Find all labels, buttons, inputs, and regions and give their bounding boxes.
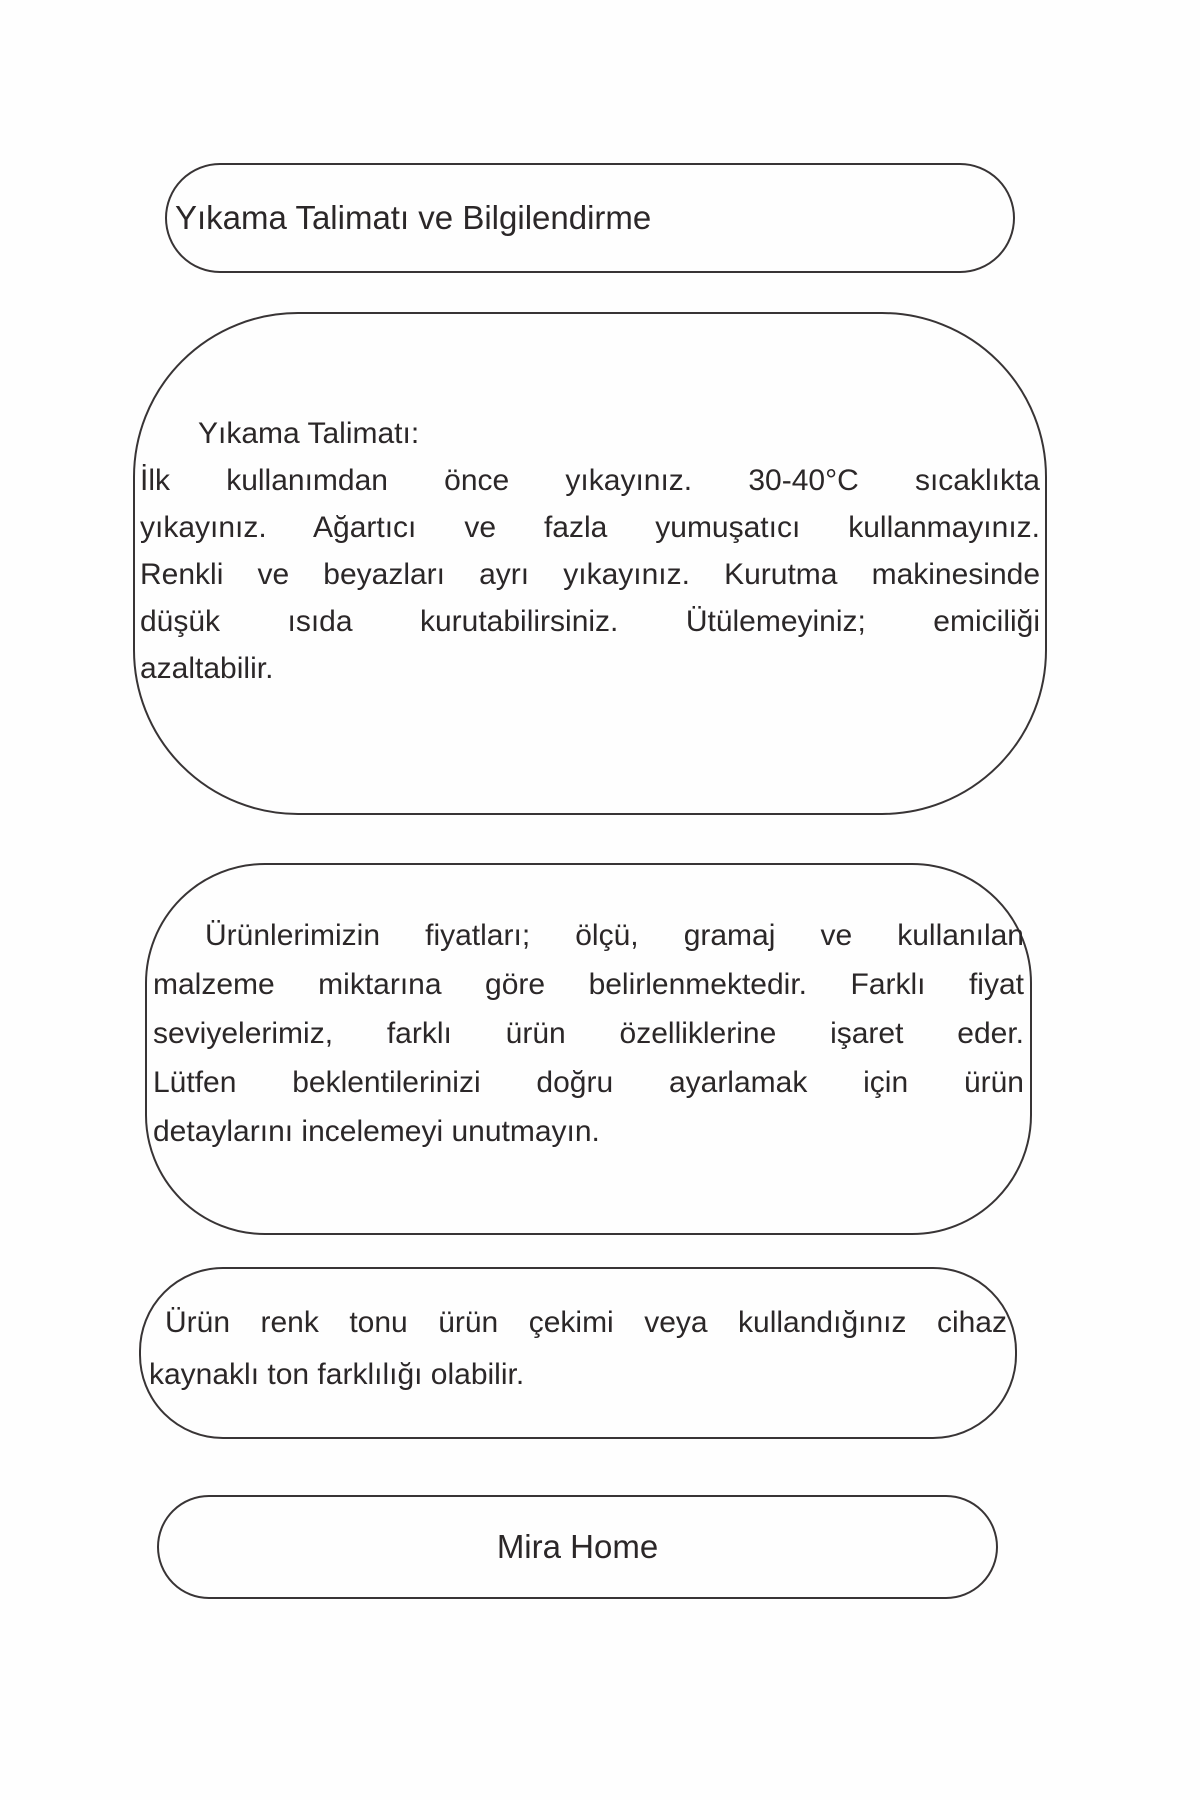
title-box: [165, 163, 1015, 273]
washing-instructions-text: [140, 457, 1040, 692]
text-line: Ürünlerimizin fiyatları; ölçü, gramaj ve kullanılan: [205, 919, 1024, 952]
text-line: seviyelerimiz, farklı ürün özelliklerine işaret eder.: [153, 1017, 1024, 1050]
washing-instructions-box: [133, 312, 1047, 815]
text-line: Lütfen beklentilerinizi doğru ayarlamak için ürün: [153, 1066, 1024, 1099]
text-line: yıkayınız. Ağartıcı ve fazla yumuşatıcı kullanmayınız.: [140, 511, 1040, 544]
brand-name: Mira Home: [496, 1528, 659, 1565]
text-line: düşük ısıda kurutabilirsiniz. Ütülemeyiniz; emiciliği: [140, 605, 1040, 638]
color-tone-note-box: [139, 1267, 1017, 1439]
text-line: İlk kullanımdan önce yıkayınız. 30-40°C sıcaklıkta: [140, 464, 1040, 497]
brand-box: [157, 1495, 998, 1599]
pricing-info-text: [153, 911, 1024, 1156]
text-line: Ürün renk tonu ürün çekimi veya kullandığınız cihaz: [165, 1306, 1007, 1339]
text-line: malzeme miktarına göre belirlenmektedir. Farklı fiyat: [153, 968, 1024, 1001]
text-line: kaynaklı ton farklılığı olabilir.: [149, 1358, 525, 1391]
washing-instructions-heading: Yıkama Talimatı:: [198, 417, 420, 450]
text-line: azaltabilir.: [140, 652, 274, 685]
pricing-info-box: [145, 863, 1032, 1235]
text-line: Renkli ve beyazları ayrı yıkayınız. Kurutma makinesinde: [140, 558, 1040, 591]
text-line: detaylarını incelemeyi unutmayın.: [153, 1115, 600, 1148]
page-title: Yıkama Talimatı ve Bilgilendirme: [175, 199, 652, 236]
color-tone-note-text: [149, 1297, 1007, 1401]
